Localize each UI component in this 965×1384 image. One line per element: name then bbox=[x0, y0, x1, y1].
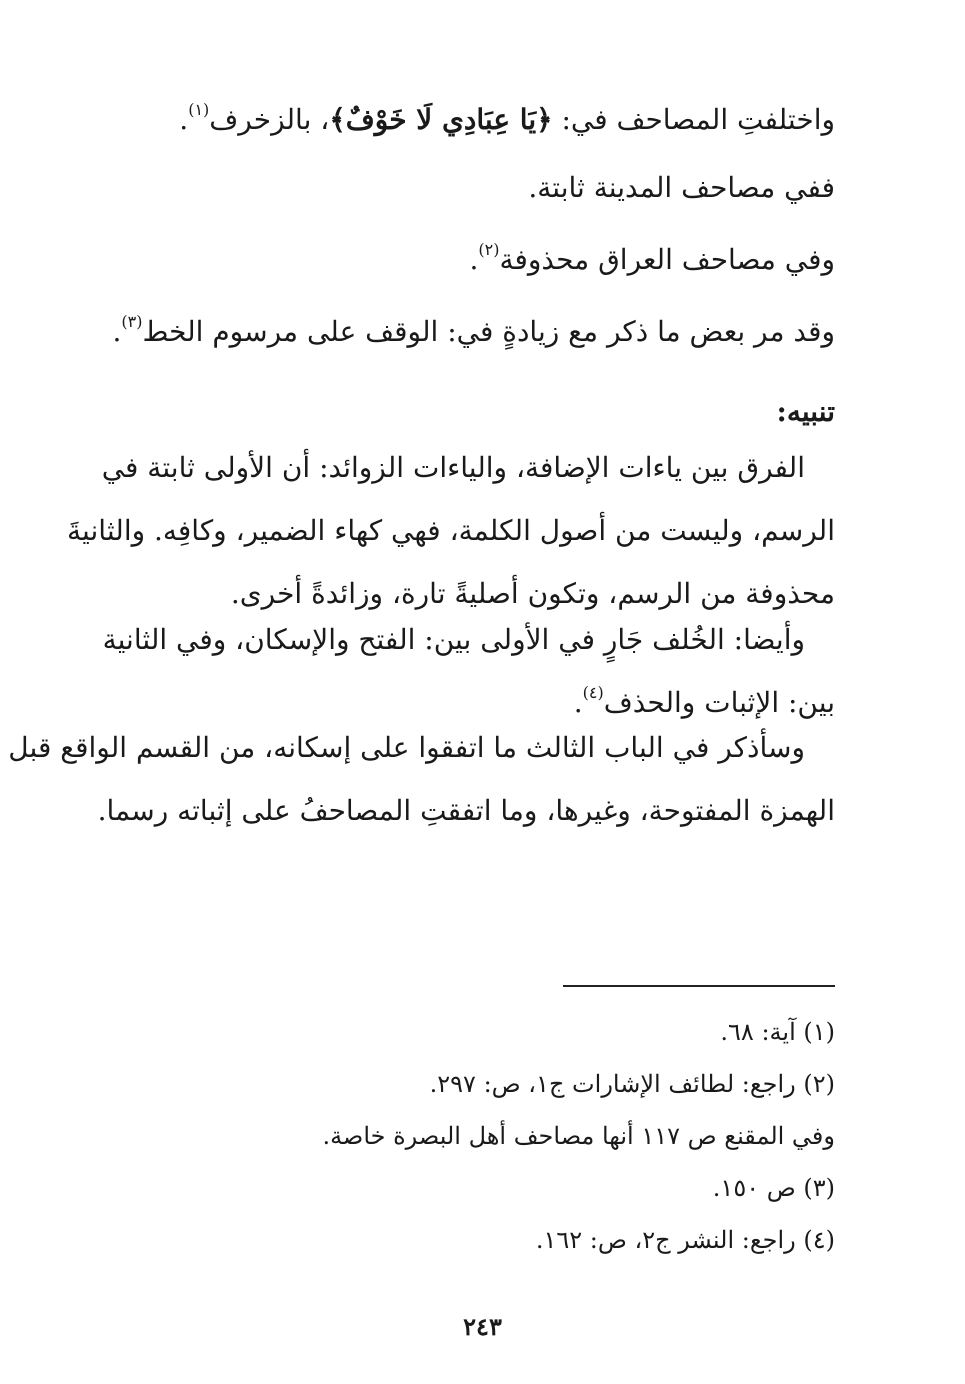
paragraph-line: وأيضا: الخُلف جَارٍ في الأولى بين: الفتح والإسكان، وفي الثانية bbox=[102, 623, 805, 656]
page-number: ٢٤٣ bbox=[463, 1312, 502, 1341]
footnote-divider bbox=[563, 985, 835, 987]
footnote: وفي المقنع ص ١١٧ أنها مصاحف أهل البصرة خاصة. bbox=[322, 1122, 835, 1150]
text-span: . bbox=[179, 103, 189, 136]
text-line bbox=[112, 300, 835, 363]
footnote-ref[interactable]: (٤) bbox=[582, 683, 604, 702]
text-line bbox=[469, 228, 835, 291]
text-span: . bbox=[573, 686, 583, 719]
paragraph-line: وسأذكر في الباب الثالث ما اتفقوا على إسكانه، من القسم الواقع قبل bbox=[8, 731, 805, 764]
footnote-ref[interactable]: (٢) bbox=[478, 240, 500, 259]
paragraph bbox=[8, 716, 835, 842]
footnote: (٢) راجع: لطائف الإشارات ج١، ص: ٢٩٧. bbox=[429, 1070, 835, 1098]
text-span: بين: الإثبات والحذف bbox=[603, 686, 835, 719]
text-span: . bbox=[112, 315, 122, 348]
quran-quote: ﴿يَا عِبَادِي لَا خَوْفٌ﴾ bbox=[329, 103, 553, 136]
paragraph-line: الرسم، وليست من أصول الكلمة، فهي كهاء الضمير، وكافِه. والثانيةَ bbox=[67, 514, 835, 547]
footnote: (١) آية: ٦٨. bbox=[720, 1018, 835, 1046]
text-span: ، بالزخرف bbox=[209, 103, 330, 136]
footnote: (٣) ص ١٥٠. bbox=[712, 1174, 835, 1202]
footnotes bbox=[120, 1006, 835, 1266]
text-span: وفي مصاحف العراق محذوفة bbox=[499, 243, 835, 276]
paragraph-line: محذوفة من الرسم، وتكون أصليةً تارة، وزائدةً أخرى. bbox=[230, 577, 835, 610]
text-line bbox=[179, 88, 835, 151]
text-span: واختلفتِ المصاحف في: bbox=[552, 103, 835, 136]
text-span: وقد مر بعض ما ذكر مع زيادةٍ في: الوقف على مرسوم الخط bbox=[142, 315, 835, 348]
text-line: ففي مصاحف المدينة ثابتة. bbox=[528, 171, 835, 204]
footnote: (٤) راجع: النشر ج٢، ص: ١٦٢. bbox=[535, 1226, 835, 1254]
footnote-ref[interactable]: (١) bbox=[188, 100, 210, 119]
paragraph-line: الفرق بين ياءات الإضافة، والياءات الزوائد: أن الأولى ثابتة في bbox=[101, 451, 805, 484]
footnote-ref[interactable]: (٣) bbox=[121, 312, 143, 331]
paragraph-line: الهمزة المفتوحة، وغيرها، وما اتفقتِ المصاحفُ على إثباته رسما. bbox=[97, 794, 835, 827]
section-heading: تنبيه: bbox=[776, 395, 835, 428]
text-span: . bbox=[469, 243, 479, 276]
paragraph bbox=[67, 436, 835, 625]
